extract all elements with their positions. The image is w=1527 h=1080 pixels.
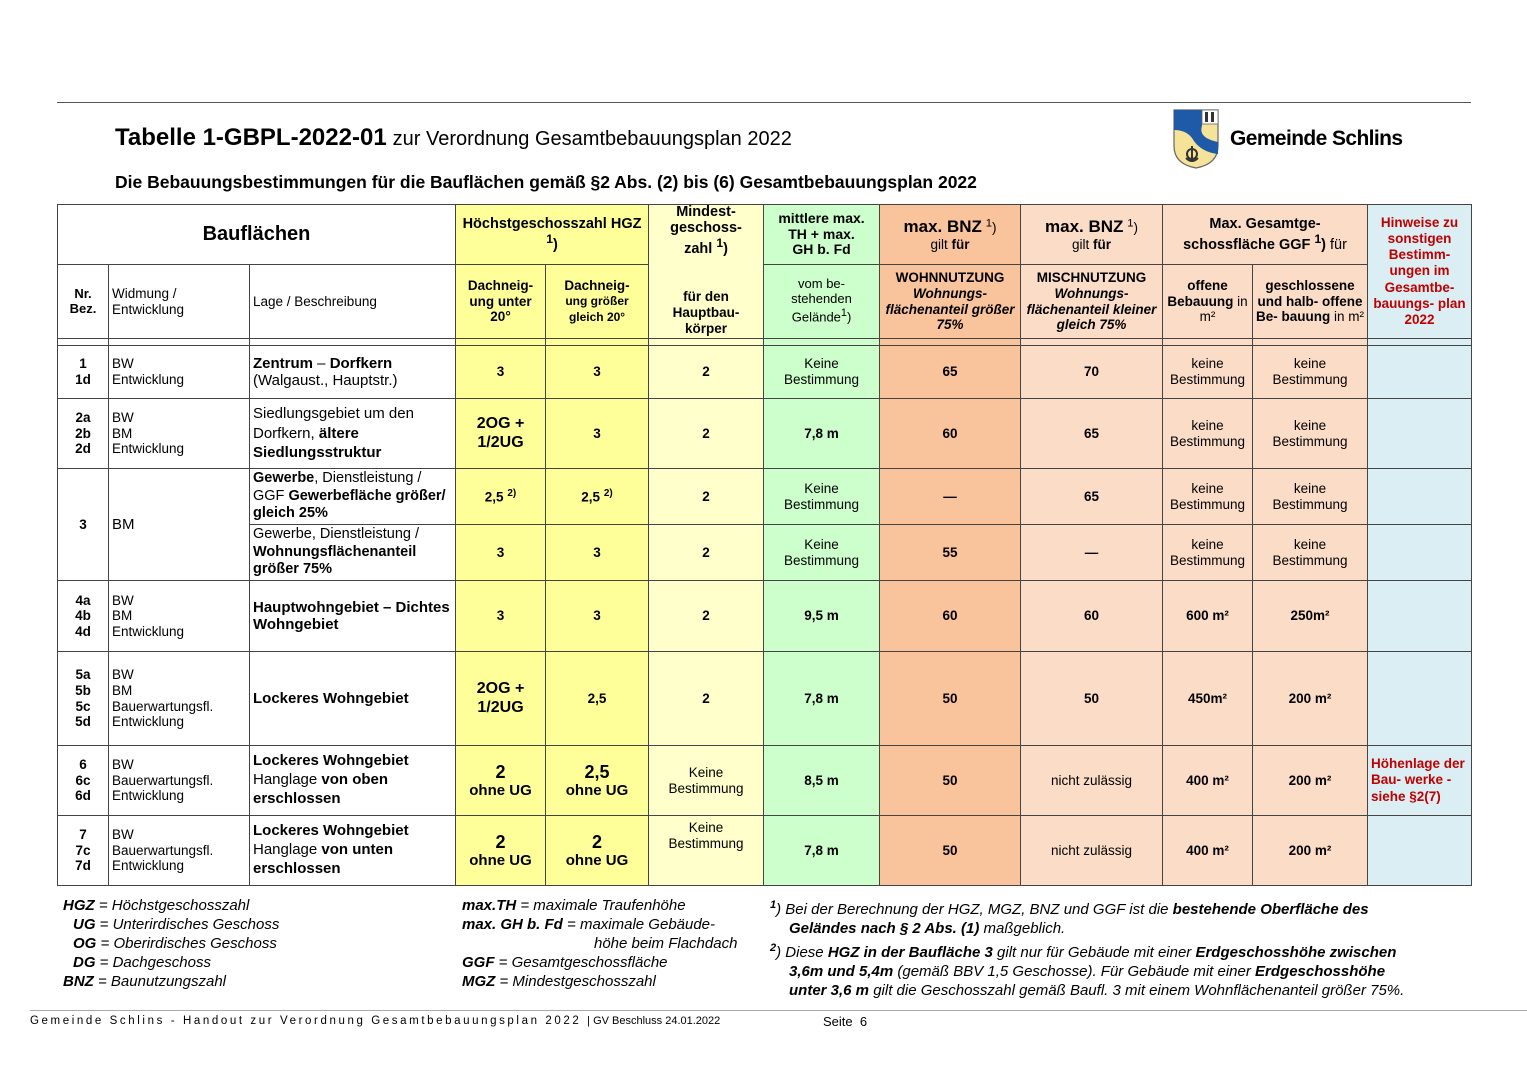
row-ggf-offen: 400 m² [1163, 816, 1253, 886]
row-hgz-groesser: 2,5 ohne UG [546, 746, 649, 816]
page-subtitle: Die Bebauungsbestimmungen für die Bauflächen gemäß §2 Abs. (2) bis (6) Gesamtbebauungsplan 2022 [115, 172, 977, 192]
row-mgz: 2 [649, 399, 764, 469]
table-row [58, 746, 1472, 816]
row-widmung: BW Bauerwartungsfl. Entwicklung [109, 746, 250, 816]
row-bnz-misch: nicht zulässig [1021, 816, 1163, 886]
row-bnz-wohn: 50 [880, 816, 1021, 886]
row-ggf-geschlossen: 200 m² [1253, 746, 1368, 816]
header-hinweise: Hinweise zu sonstigen Bestimm- ungen im Gesamtbe- bauungs- plan 2022 [1368, 205, 1472, 339]
row-th: 9,5 m [764, 581, 880, 652]
table-row [58, 816, 1472, 886]
municipality-name: Gemeinde Schlins [1230, 127, 1403, 150]
header-th: mittlere max. TH + max. GH b. Fd [764, 205, 880, 265]
row-nr: 7 7c 7d [58, 816, 109, 886]
row-hgz-unter: 2,5 $^{2)}$ [456, 469, 546, 525]
row-bnz-wohn: — [880, 469, 1021, 525]
row-bnz-wohn: 50 [880, 652, 1021, 746]
row-widmung: BM [109, 469, 250, 581]
page-number: Seite 6 [823, 1014, 868, 1029]
row-hgz-groesser: 3 [546, 581, 649, 652]
row-bnz-misch: 50 [1021, 652, 1163, 746]
row-ggf-geschlossen: keine Bestimmung [1253, 399, 1368, 469]
row-nr: 6 6c 6d [58, 746, 109, 816]
footnote-1: $^1$) Bei der Berechnung der HGZ, MGZ, BNZ und GGF ist die bestehende Oberfläche des Geländes nach § 2 Abs. (1) maßgeblich. [770, 899, 1369, 937]
header-row-groups [58, 205, 1472, 265]
legend-abbreviations-2 [462, 896, 737, 991]
row-th: Keine Bestimmung [764, 525, 880, 581]
row-hgz-unter: 3 [456, 346, 546, 399]
row-hgz-groesser: 2,5 $^{2)}$ [546, 469, 649, 525]
row-ggf-offen: 450m² [1163, 652, 1253, 746]
row-bnz-misch: 60 [1021, 581, 1163, 652]
row-mgz: Keine Bestimmung [649, 746, 764, 816]
row-hinweis [1368, 346, 1472, 399]
row-th: 8,5 m [764, 746, 880, 816]
row-ggf-geschlossen: 250m² [1253, 581, 1368, 652]
row-ggf-geschlossen: 200 m² [1253, 652, 1368, 746]
row-hgz-unter: 3 [456, 525, 546, 581]
row-bnz-wohn: 60 [880, 399, 1021, 469]
row-bnz-wohn: 65 [880, 346, 1021, 399]
header-bnz-wohn: max. BNZ $^1$) gilt für [880, 205, 1021, 265]
footnote-2: $^2$) Diese HGZ in der Baufläche 3 gilt nur für Gebäude mit einer Erdgeschosshöhe zwischen 3,6m und 5,4m (gemäß BBV 1,5 Geschosse). Für Gebäude mit einer Erdgeschosshöhe unter 3,6 m gilt die Geschosszahl gemäß Baufl. 3 mit einem Wohnflächenanteil größer 75%. [770, 942, 1405, 999]
header-hgz: Höchstgeschosszahl HGZ $^1$) [456, 205, 649, 265]
row-ggf-offen: keine Bestimmung [1163, 469, 1253, 525]
header-wohnnutzung: WOHNNUTZUNG Wohnungs- flächenanteil größer 75% [880, 265, 1021, 339]
row-hinweis [1368, 399, 1472, 469]
row-widmung: BW BM Entwicklung [109, 581, 250, 652]
row-lage: Lockeres Wohngebiet Hanglage von unten erschlossen [250, 816, 456, 886]
row-nr: 2a 2b 2d [58, 399, 109, 469]
header-nr: Nr. Bez. [58, 265, 109, 339]
table-row [58, 525, 1472, 581]
row-ggf-offen: keine Bestimmung [1163, 399, 1253, 469]
legend-item: DG = Dachgeschoss [73, 954, 211, 971]
row-nr: 1 1d [58, 346, 109, 399]
row-ggf-offen: 600 m² [1163, 581, 1253, 652]
row-hgz-unter: 2 ohne UG [456, 816, 546, 886]
legend-item: MGZ = Mindestgeschosszahl [462, 973, 656, 990]
row-hgz-unter: 2 ohne UG [456, 746, 546, 816]
legend-item: höhe beim Flachdach [594, 935, 738, 952]
row-lage: Gewerbe, Dienstleistung / Wohnungsflächenanteil größer 75% [250, 525, 456, 581]
row-ggf-geschlossen: keine Bestimmung [1253, 346, 1368, 399]
row-mgz: 2 [649, 652, 764, 746]
row-widmung: BW BM Entwicklung [109, 399, 250, 469]
header-bauflaechen: Bauflächen [58, 205, 456, 265]
row-hinweis [1368, 652, 1472, 746]
header-mgz: Mindest- geschoss- zahl $^1$) für den Hauptbau- körper [649, 205, 764, 339]
legend-item: UG = Unterirdisches Geschoss [73, 916, 280, 933]
row-bnz-wohn: 50 [880, 746, 1021, 816]
row-hgz-groesser: 3 [546, 346, 649, 399]
header-lage: Lage / Beschreibung [250, 265, 456, 339]
row-th: 7,8 m [764, 652, 880, 746]
header-dach-groesser: Dachneig- ung größer gleich 20° [546, 265, 649, 339]
header-row-sub [58, 265, 1472, 339]
legend-item: OG = Oberirdisches Geschoss [73, 935, 277, 952]
table-row [58, 652, 1472, 746]
row-mgz: 2 [649, 581, 764, 652]
row-hinweis [1368, 469, 1472, 525]
row-ggf-offen: keine Bestimmung [1163, 525, 1253, 581]
row-hgz-groesser: 2 ohne UG [546, 816, 649, 886]
top-rule [57, 102, 1471, 103]
row-th: Keine Bestimmung [764, 346, 880, 399]
table-row [58, 469, 1472, 525]
row-hgz-groesser: 3 [546, 399, 649, 469]
legend-item: max.TH = maximale Traufenhöhe [462, 897, 686, 914]
row-nr: 3 [58, 469, 109, 581]
row-ggf-geschlossen: keine Bestimmung [1253, 525, 1368, 581]
row-hgz-unter: 3 [456, 581, 546, 652]
page-title: Tabelle 1-GBPL-2022-01 zur Verordnung Gesamtbebauungsplan 2022 [115, 124, 792, 151]
row-widmung: BW BM Bauerwartungsfl. Entwicklung [109, 652, 250, 746]
row-lage: Lockeres Wohngebiet [250, 652, 456, 746]
row-lage: Zentrum – Dorfkern (Walgaust., Hauptstr.) [250, 346, 456, 399]
header-th-sub: vom be- stehenden Gelände$^1$) [764, 265, 880, 339]
row-lage: Lockeres Wohngebiet Hanglage von oben erschlossen [250, 746, 456, 816]
header-ggf-offen: offene Bebauung in m² [1163, 265, 1253, 339]
row-hinweis: Höhenlage der Bau- werke - siehe §2(7) [1368, 746, 1472, 816]
row-hgz-unter: 2OG + 1/2UG [456, 652, 546, 746]
row-mgz: 2 [649, 469, 764, 525]
header-dach-unter: Dachneig- ung unter 20° [456, 265, 546, 339]
row-hgz-groesser: 2,5 [546, 652, 649, 746]
header-widmung: Widmung / Entwicklung [109, 265, 250, 339]
row-mgz: 2 [649, 346, 764, 399]
legend-item: max. GH b. Fd = maximale Gebäude- [462, 916, 716, 933]
building-regulations-table [57, 204, 1472, 886]
row-ggf-geschlossen: keine Bestimmung [1253, 469, 1368, 525]
header-ggf: Max. Gesamtge- schossfläche GGF $^1$) für [1163, 205, 1368, 265]
legend-item: HGZ = Höchstgeschosszahl [63, 897, 250, 914]
row-mgz: 2 [649, 525, 764, 581]
row-lage: Siedlungsgebiet um den Dorfkern, ältere Siedlungsstruktur [250, 399, 456, 469]
row-ggf-geschlossen: 200 m² [1253, 816, 1368, 886]
table-row [58, 346, 1472, 399]
row-th: 7,8 m [764, 816, 880, 886]
legend-item: GGF = Gesamtgeschossfläche [462, 954, 668, 971]
row-ggf-offen: keine Bestimmung [1163, 346, 1253, 399]
page-footer: Gemeinde Schlins - Handout zur Verordnung Gesamtbebauungsplan 2022 | GV Beschluss 24.01.2022 [30, 1015, 721, 1027]
row-nr: 4a 4b 4d [58, 581, 109, 652]
row-bnz-misch: nicht zulässig [1021, 746, 1163, 816]
row-widmung: BW Bauerwartungsfl. Entwicklung [109, 816, 250, 886]
row-bnz-misch: 65 [1021, 399, 1163, 469]
row-hinweis [1368, 581, 1472, 652]
spacer-row [58, 339, 1472, 346]
legend-item: BNZ = Baunutzungszahl [63, 973, 227, 990]
legend-abbreviations-1 [63, 896, 279, 991]
row-bnz-wohn: 55 [880, 525, 1021, 581]
header-mischnutzung: MISCHNUTZUNG Wohnungs- flächenanteil kleiner gleich 75% [1021, 265, 1163, 339]
row-bnz-misch: 70 [1021, 346, 1163, 399]
row-bnz-misch: — [1021, 525, 1163, 581]
row-hinweis [1368, 816, 1472, 886]
footer-rule [30, 1010, 1527, 1011]
table-row [58, 399, 1472, 469]
header-bnz-misch: max. BNZ $^1$) gilt für [1021, 205, 1163, 265]
row-lage: Gewerbe, Dienstleistung / GGF Gewerbefläche größer/ gleich 25% [250, 469, 456, 525]
coat-of-arms-icon [1172, 108, 1220, 170]
table-row [58, 581, 1472, 652]
row-lage: Hauptwohngebiet – Dichtes Wohngebiet [250, 581, 456, 652]
row-ggf-offen: 400 m² [1163, 746, 1253, 816]
row-hgz-unter: 2OG + 1/2UG [456, 399, 546, 469]
row-bnz-misch: 65 [1021, 469, 1163, 525]
row-th: 7,8 m [764, 399, 880, 469]
row-hgz-groesser: 3 [546, 525, 649, 581]
row-widmung: BW Entwicklung [109, 346, 250, 399]
row-hinweis [1368, 525, 1472, 581]
header-ggf-geschlossen: geschlossene und halb- offene Be- bauung in m² [1253, 265, 1368, 339]
row-bnz-wohn: 60 [880, 581, 1021, 652]
row-th: Keine Bestimmung [764, 469, 880, 525]
row-nr: 5a 5b 5c 5d [58, 652, 109, 746]
row-mgz: Keine Bestimmung [649, 816, 764, 886]
